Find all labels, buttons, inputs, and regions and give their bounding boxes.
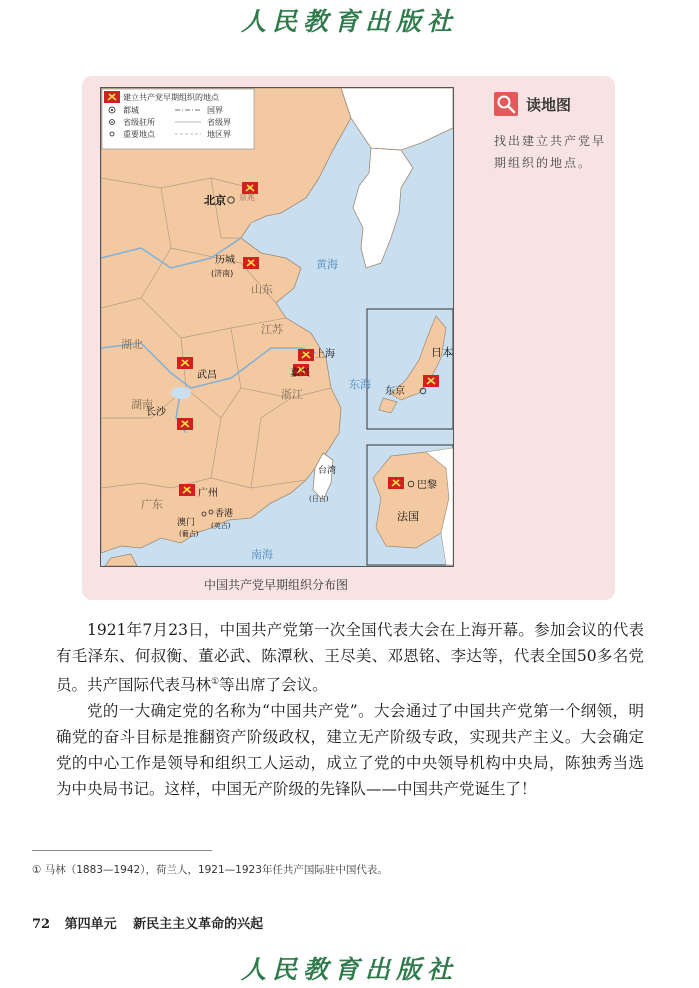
read-map-title: 读地图 (526, 95, 572, 114)
emblem-wuchang (177, 357, 193, 369)
france-inset (367, 445, 453, 565)
footnote-ref[interactable]: ① (211, 677, 220, 687)
place-wuchang: 武昌 (197, 370, 217, 381)
place-france: 法国 (397, 510, 419, 523)
read-map-box (494, 92, 609, 174)
place-jiaxing: 嘉兴 (290, 368, 310, 379)
place-jinan: (济南) (211, 269, 234, 278)
emblem-changsha (177, 418, 193, 430)
place-beijing: 北京 (204, 194, 226, 207)
publisher-footer: 人民教育出版社 (240, 955, 458, 984)
legend-place-label: 重要地点 (123, 130, 155, 139)
place-macau-note: (葡占) (179, 530, 199, 538)
early-party-map (100, 87, 454, 567)
legend-provincial-border-label: 省级界 (207, 118, 231, 127)
paragraph-2: 党的一大确定党的名称为“中国共产党”。大会通过了中国共产党第一个纲领，明确党的奋斗目标是推翻资产阶级政权，建立无产阶级专政，实现共产主义。大会确定党的中心工作是领导和组织工人运动，成立了党的中央领导机构中央局，陈独秀当选为中央局书记。这样，中国无产阶级的先锋队——中国共产党诞生了！ (56, 702, 644, 799)
region-guangdong: 广东 (141, 498, 163, 511)
unit-title: 新民主主义革命的兴起 (133, 917, 264, 932)
region-jiangsu: 江苏 (261, 323, 283, 336)
legend-emblem-label: 建立共产党早期组织的地点 (123, 93, 219, 102)
legend-provincial-capital-label: 省级驻所 (123, 118, 155, 127)
legend-regional-border-label: 地区界 (207, 130, 231, 139)
region-shandong: 山东 (251, 283, 273, 296)
legend-capital-label: 都城 (123, 106, 139, 115)
japan-inset (367, 309, 453, 429)
place-hongkong-note: (英占) (211, 522, 231, 530)
place-paris: 巴黎 (417, 480, 437, 491)
place-shanghai: 上海 (315, 349, 335, 360)
map-legend (102, 89, 254, 149)
emblem-shanghai (298, 349, 314, 361)
map-svg (101, 88, 453, 566)
place-guangzhou: 广州 (198, 488, 218, 499)
sea-yellow: 黄海 (316, 258, 338, 271)
footnote: ① 马林（1883—1942），荷兰人，1921—1923年任共产国际驻中国代表。 (32, 864, 388, 876)
map-caption: 中国共产党早期组织分布图 (203, 578, 348, 592)
page-number: 72 (32, 917, 51, 932)
place-jing-zhao: 京兆 (239, 193, 255, 202)
region-hunan: 湖南 (131, 398, 153, 411)
publisher-header: 人民教育出版社 (240, 7, 458, 36)
paragraph-1: 1921年7月23日，中国共产党第一次全国代表大会在上海开幕。参加会议的代表有毛泽东、何叔衡、董必武、陈潭秋、王尽美、邓恩铭、李达等，代表全国50多名党员。共产国际代表马林①等出席了会议。 (56, 621, 644, 695)
sea-south: 南海 (251, 548, 273, 561)
page-footer (32, 913, 263, 932)
place-tokyo: 东京 (385, 386, 405, 397)
place-japan: 日本 (431, 346, 453, 359)
sea-east: 东海 (349, 378, 371, 391)
legend-national-border-label: 国界 (207, 106, 223, 115)
region-zhejiang: 浙江 (281, 388, 303, 401)
place-macau: 澳门 (177, 518, 196, 528)
dongting-lake (171, 387, 191, 399)
place-taiwan: 台湾 (318, 466, 337, 476)
unit-label: 第四单元 (64, 917, 117, 932)
footnote-divider (32, 850, 212, 851)
emblem-paris (388, 477, 404, 489)
emblem-guangzhou (179, 484, 195, 496)
map-figure-panel (82, 76, 615, 600)
place-changsha: 长沙 (146, 407, 166, 418)
read-map-instruction: 找出建立共产党早期组织的地点。 (494, 134, 607, 170)
place-taiwan-note: (日占) (309, 495, 329, 503)
main-text (56, 617, 644, 802)
magnifier-icon (494, 92, 518, 116)
emblem-tokyo (423, 375, 439, 387)
place-hongkong: 香港 (215, 509, 234, 519)
place-licheng: 历城 (215, 255, 235, 266)
region-hubei: 湖北 (121, 338, 143, 351)
emblem-licheng (243, 257, 259, 269)
